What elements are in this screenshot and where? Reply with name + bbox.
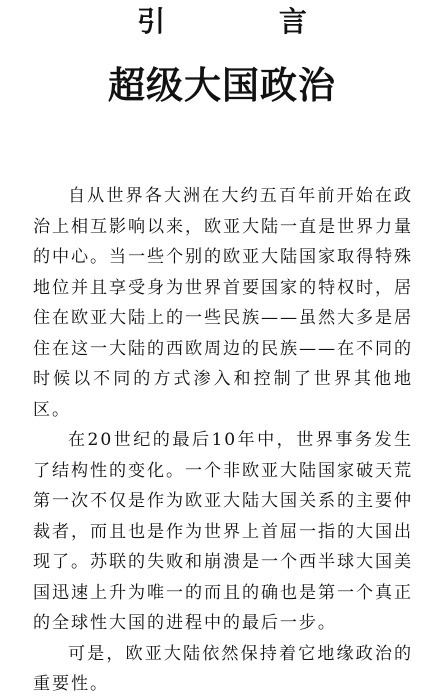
body-text bbox=[33, 181, 413, 700]
paragraph-2: 在20世纪的最后10年中，世界事务发生了结构性的变化。一个非欧亚大陆国家破天荒第一次不仅是作为欧亚大陆大国关系的主要仲裁者，而且也是作为世界上首屈一指的大国出现了。苏联的失败和崩溃是一个西半球大国美国迅速上升为唯一的而且的确也是第一个真正的全球性大国的进程中的最后一步。 bbox=[33, 430, 413, 633]
paragraph-1: 自从世界各大洲在大约五百年前开始在政治上相互影响以来，欧亚大陆一直是世界力量的中心。当一些个别的欧亚大陆国家取得特殊地位并且享受身为世界首要国家的特权时，居住在欧亚大陆上的一些民族——虽然大多是居住在这一大陆的西欧周边的民族——在不同的时候以不同的方式渗入和控制了世界其他地区。 bbox=[33, 186, 413, 420]
chapter-title: 超级大国政治 bbox=[108, 64, 336, 107]
paragraph-3: 可是，欧亚大陆依然保持着它地缘政治的重要性。 bbox=[33, 643, 413, 694]
chapter-label: 引 言 bbox=[137, 5, 359, 38]
